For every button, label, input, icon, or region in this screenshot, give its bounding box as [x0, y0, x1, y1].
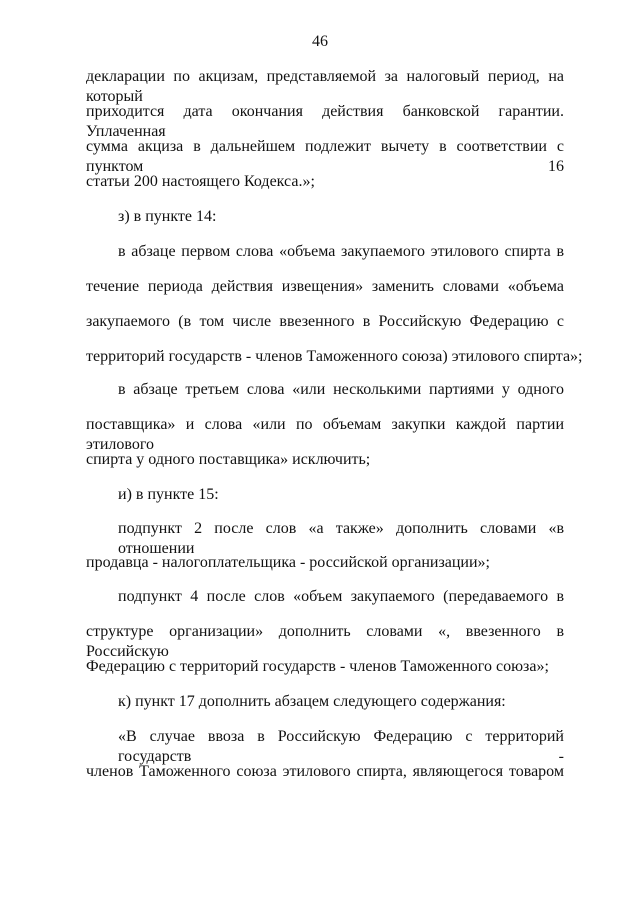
text-line-11: поставщика» и слова «или по объемам закупки каждой партии этилового [86, 416, 564, 453]
text-line-3: сумма акциза в дальнейшем подлежит вычету в соответствии с пунктом 16 [86, 138, 564, 175]
text-line-20: «В случае ввоза в Российскую Федерацию с территорий государств - [118, 728, 564, 765]
text-line-15: продавца - налогоплательщика - российской организации»; [86, 554, 490, 571]
text-line-1: декларации по акцизам, представляемой за налоговый период, на который [86, 68, 564, 105]
text-line-16: подпункт 4 после слов «объем закупаемого (передаваемого в [118, 588, 564, 605]
text-line-8: закупаемого (в том числе ввезенного в Российскую Федерацию с [86, 313, 564, 330]
page-number: 46 [312, 33, 328, 50]
text-line-9: территорий государств - членов Таможенного союза) этилового спирта»; [86, 348, 583, 365]
text-line-5: з) в пункте 14: [118, 208, 217, 225]
text-line-21: членов Таможенного союза этилового спирта, являющегося товаром [86, 763, 564, 780]
text-line-4: статьи 200 настоящего Кодекса.»; [86, 173, 315, 190]
text-line-6: в абзаце первом слова «объема закупаемого этилового спирта в [118, 243, 564, 260]
text-line-13: и) в пункте 15: [118, 486, 219, 503]
text-line-2: приходится дата окончания действия банковской гарантии. Уплаченная [86, 103, 564, 140]
text-line-7: течение периода действия извещения» заменить словами «объема [86, 278, 564, 295]
text-line-18: Федерацию с территорий государств - членов Таможенного союза»; [86, 658, 549, 675]
text-line-19: к) пункт 17 дополнить абзацем следующего содержания: [118, 693, 506, 710]
text-line-10: в абзаце третьем слова «или несколькими партиями у одного [118, 381, 564, 398]
text-line-17: структуре организации» дополнить словами «, ввезенного в Российскую [86, 623, 564, 660]
text-line-14: подпункт 2 после слов «а также» дополнить словами «в отношении [118, 520, 564, 557]
text-line-12: спирта у одного поставщика» исключить; [86, 451, 371, 468]
